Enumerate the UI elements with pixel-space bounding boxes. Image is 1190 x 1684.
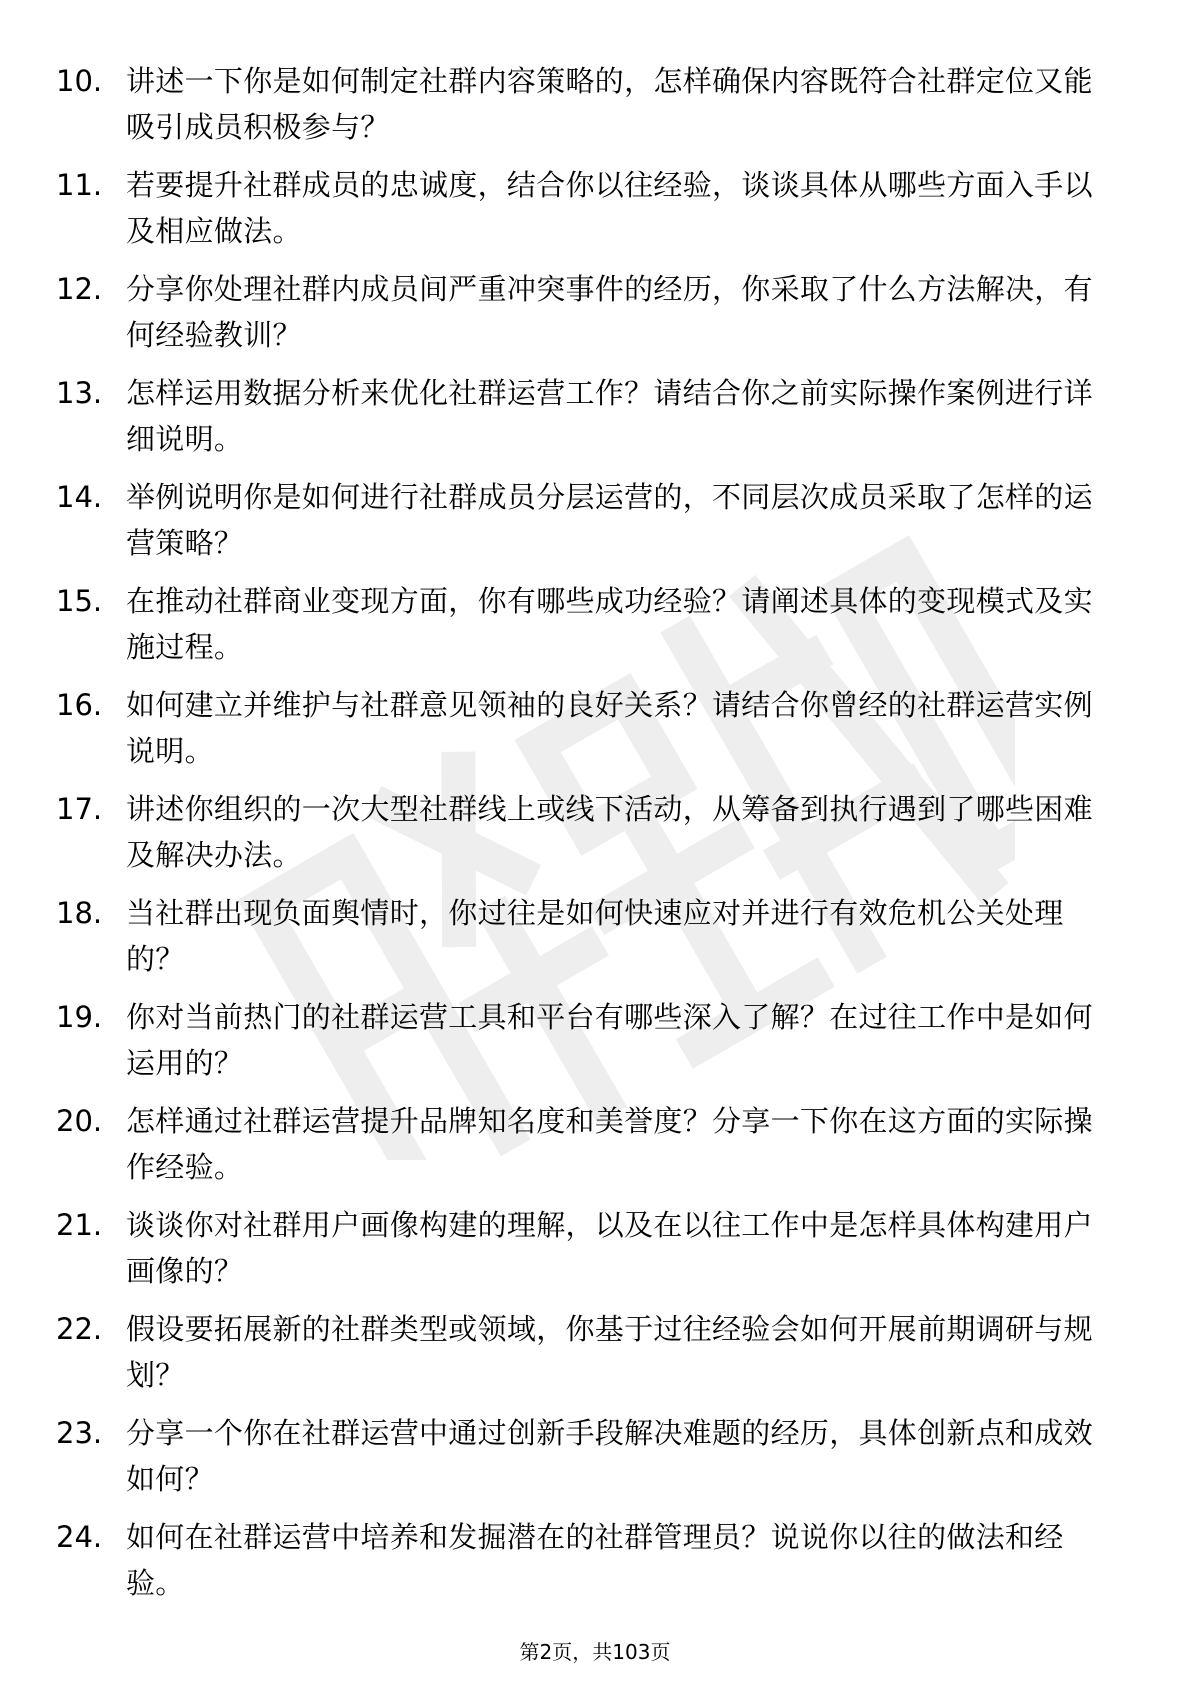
question-item <box>56 474 1116 578</box>
question-number: 23. <box>56 1416 103 1450</box>
question-number: 17. <box>56 792 103 826</box>
question-item <box>56 1306 1116 1410</box>
question-item <box>56 1410 1116 1514</box>
question-item <box>56 1514 1116 1618</box>
question-number: 19. <box>56 1000 103 1034</box>
question-text: 当社群出现负面舆情时，你过往是如何快速应对并进行有效危机公关处理的？ <box>126 896 1064 976</box>
question-text: 讲述你组织的一次大型社群线上或线下活动，从筹备到执行遇到了哪些困难及解决办法。 <box>126 792 1093 872</box>
question-text: 如何建立并维护与社群意见领袖的良好关系？请结合你曾经的社群运营实例说明。 <box>126 688 1093 768</box>
question-number: 13. <box>56 376 103 410</box>
question-number: 24. <box>56 1520 103 1554</box>
question-item <box>56 58 1116 162</box>
question-text: 假设要拓展新的社群类型或领域，你基于过往经验会如何开展前期调研与规划？ <box>126 1312 1093 1392</box>
question-item <box>56 370 1116 474</box>
question-number: 10. <box>56 64 103 98</box>
question-number: 16. <box>56 688 103 722</box>
question-item <box>56 162 1116 266</box>
question-item <box>56 786 1116 890</box>
question-item <box>56 994 1116 1098</box>
question-number: 15. <box>56 584 103 618</box>
question-number: 22. <box>56 1312 103 1346</box>
question-item <box>56 578 1116 682</box>
question-text: 若要提升社群成员的忠诚度，结合你以往经验，谈谈具体从哪些方面入手以及相应做法。 <box>126 168 1093 248</box>
question-text: 谈谈你对社群用户画像构建的理解，以及在以往工作中是怎样具体构建用户画像的？ <box>126 1208 1093 1288</box>
question-item <box>56 1098 1116 1202</box>
question-text: 如何在社群运营中培养和发掘潜在的社群管理员？说说你以往的做法和经验。 <box>126 1520 1064 1600</box>
question-text: 分享你处理社群内成员间严重冲突事件的经历，你采取了什么方法解决，有何经验教训？ <box>126 272 1093 352</box>
question-text: 讲述一下你是如何制定社群内容策略的，怎样确保内容既符合社群定位又能吸引成员积极参与？ <box>126 64 1093 144</box>
question-list <box>56 58 1116 1618</box>
question-item <box>56 266 1116 370</box>
question-number: 20. <box>56 1104 103 1138</box>
question-item <box>56 1202 1116 1306</box>
question-text: 分享一个你在社群运营中通过创新手段解决难题的经历，具体创新点和成效如何？ <box>126 1416 1093 1496</box>
question-item <box>56 890 1116 994</box>
question-text: 举例说明你是如何进行社群成员分层运营的，不同层次成员采取了怎样的运营策略？ <box>126 480 1093 560</box>
question-number: 14. <box>56 480 103 514</box>
question-text: 怎样运用数据分析来优化社群运营工作？请结合你之前实际操作案例进行详细说明。 <box>126 376 1093 456</box>
question-number: 21. <box>56 1208 103 1242</box>
question-item <box>56 682 1116 786</box>
question-number: 12. <box>56 272 103 306</box>
question-number: 18. <box>56 896 103 930</box>
question-text: 你对当前热门的社群运营工具和平台有哪些深入了解？在过往工作中是如何运用的？ <box>126 1000 1093 1080</box>
question-text: 在推动社群商业变现方面，你有哪些成功经验？请阐述具体的变现模式及实施过程。 <box>126 584 1093 664</box>
question-number: 11. <box>56 168 103 202</box>
page-number-label: 第2页，共103页 <box>519 1640 671 1664</box>
question-text: 怎样通过社群运营提升品牌知名度和美誉度？分享一下你在这方面的实际操作经验。 <box>126 1104 1093 1184</box>
page-footer <box>0 1640 1190 1664</box>
